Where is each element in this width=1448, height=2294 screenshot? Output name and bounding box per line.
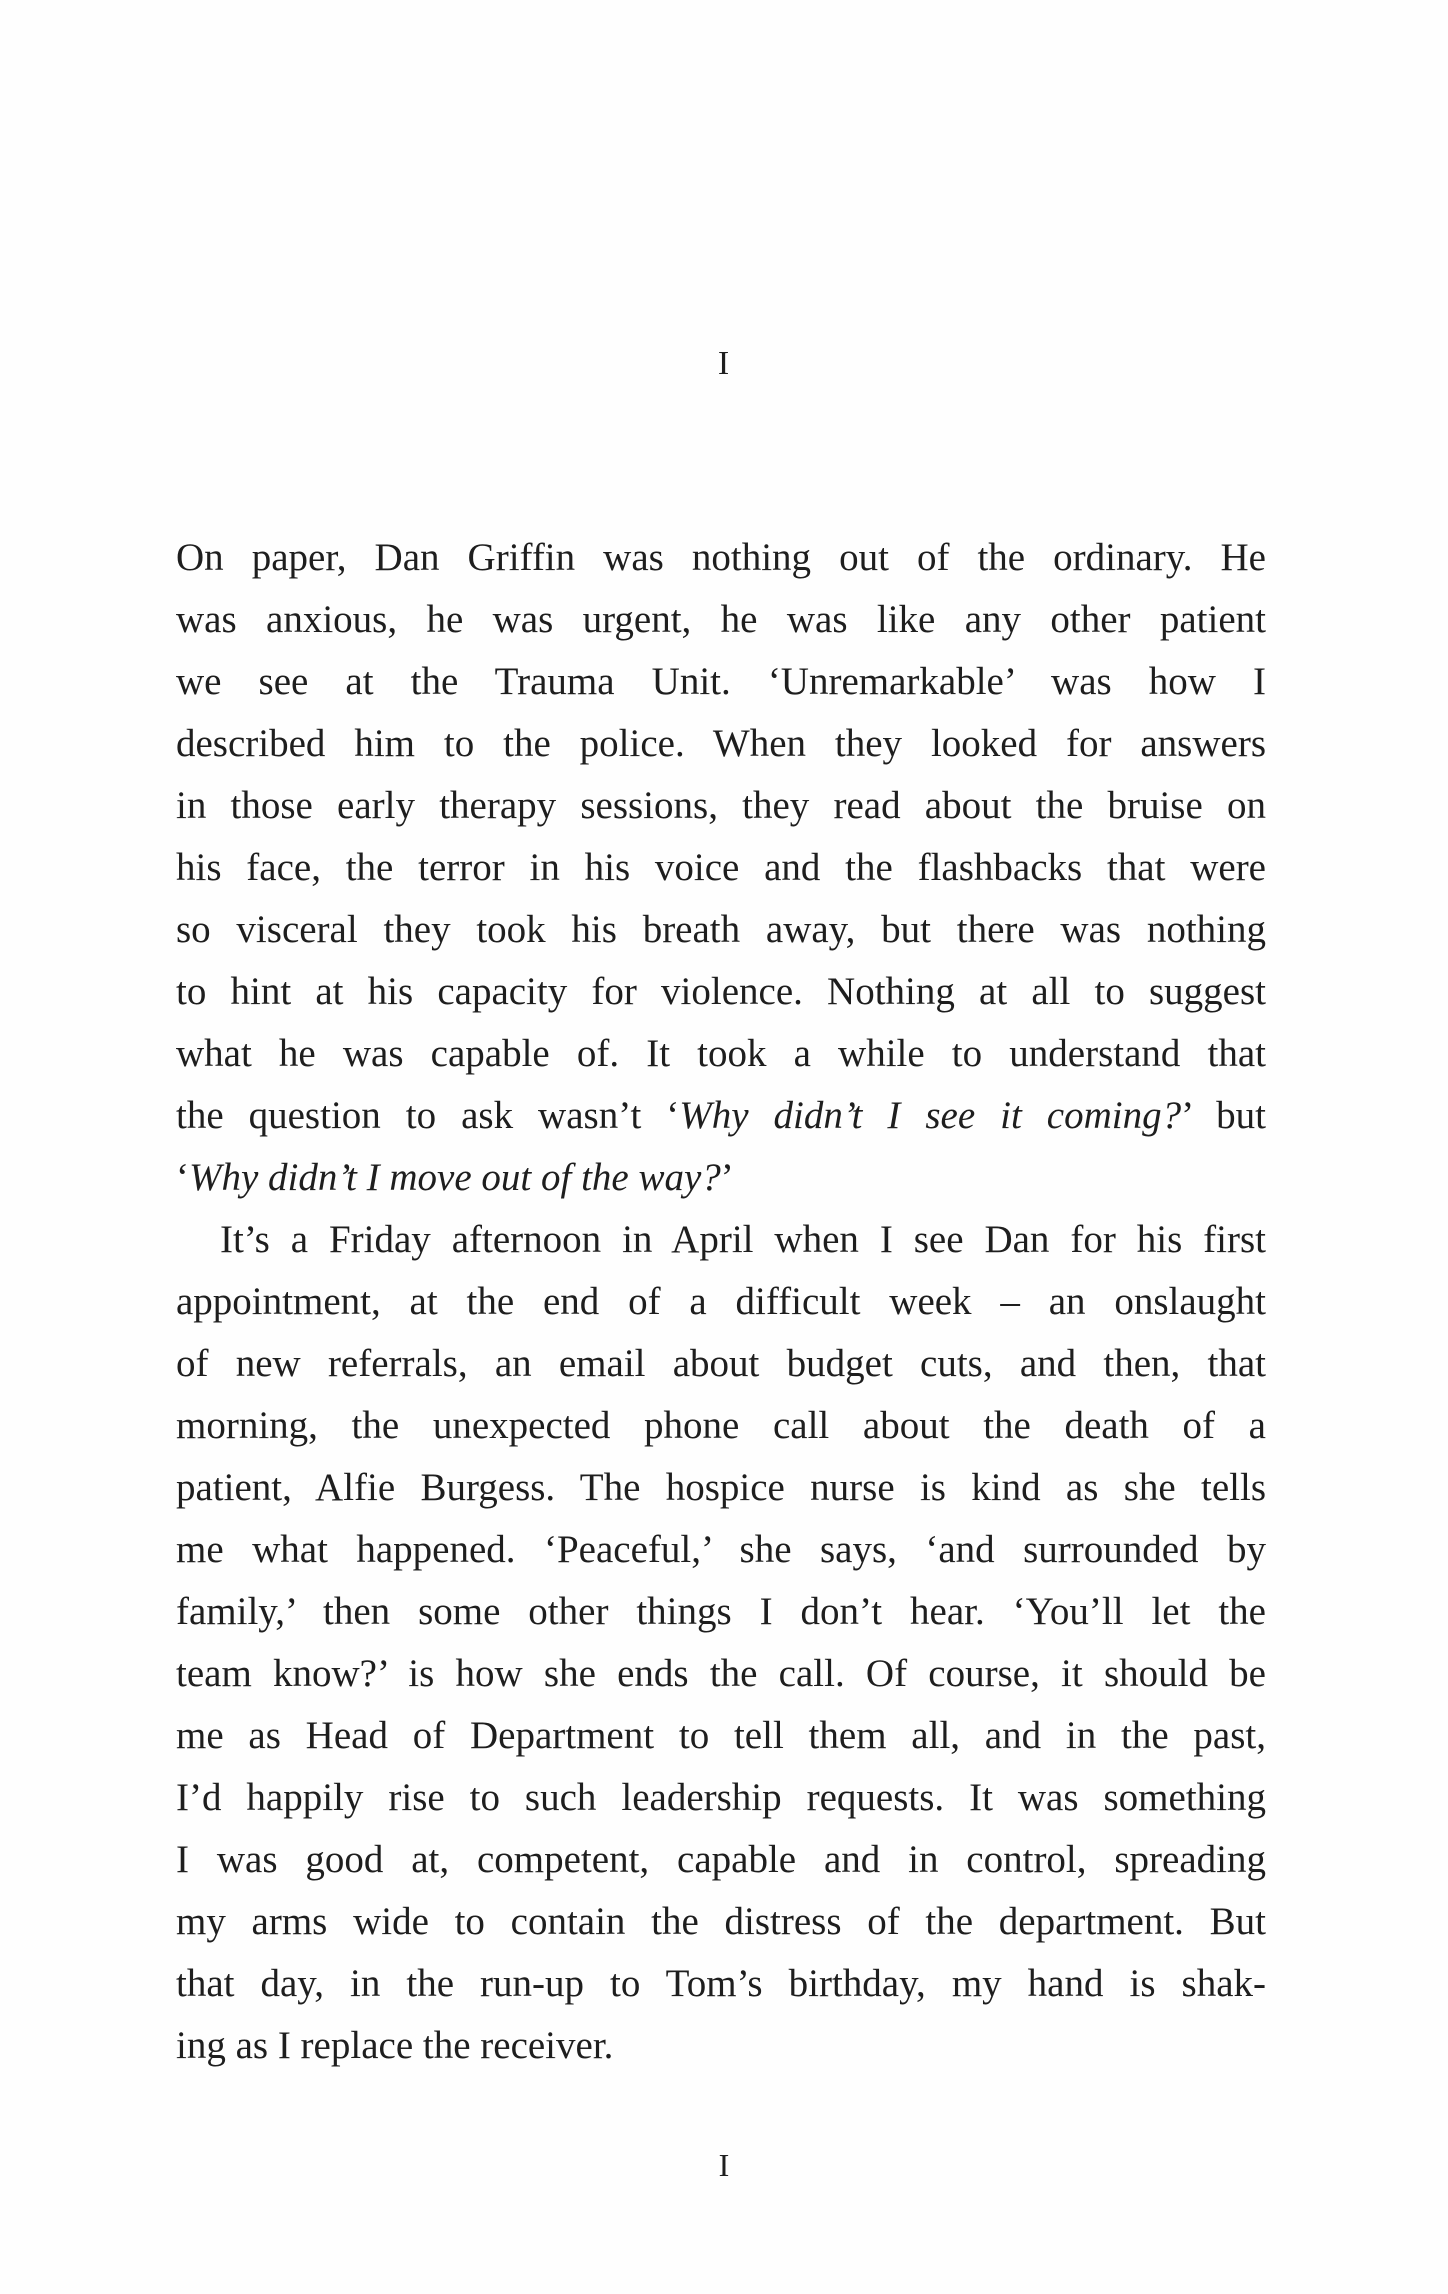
text-segment: of new referrals, an email about budget cuts, and then, that (176, 1342, 1266, 1385)
text-segment: I’d happily rise to such leadership requests. It was something (176, 1776, 1266, 1819)
text-line (176, 1085, 1266, 1147)
text-segment: we see at the Trauma Unit. ‘Unremarkable’ was how I (176, 660, 1266, 703)
text-line (176, 651, 1266, 713)
text-segment: family,’ then some other things I don’t hear. ‘You’ll let the (176, 1590, 1266, 1633)
text-segment: that day, in the run-up to Tom’s birthday, my hand is shak- (176, 1962, 1266, 2005)
paragraph (176, 527, 1266, 1209)
text-segment: to hint at his capacity for violence. Nothing at all to suggest (176, 970, 1266, 1013)
text-segment: described him to the police. When they looked for answers (176, 722, 1266, 765)
text-segment: me what happened. ‘Peaceful,’ she says, ‘and surrounded by (176, 1528, 1266, 1571)
text-line (176, 775, 1266, 837)
text-line (176, 1643, 1266, 1705)
text-segment: the question to ask wasn’t ‘ (176, 1094, 680, 1137)
text-segment: his face, the terror in his voice and the flashbacks that were (176, 846, 1266, 889)
text-line (176, 837, 1266, 899)
text-line (176, 1457, 1266, 1519)
text-segment: in those early therapy sessions, they read about the bruise on (176, 784, 1266, 827)
text-segment: appointment, at the end of a difficult week – an onslaught (176, 1280, 1266, 1323)
text-segment: ’ but (1181, 1094, 1266, 1137)
text-segment: morning, the unexpected phone call about the death of a (176, 1404, 1266, 1447)
paragraph (176, 1209, 1266, 2077)
text-line (176, 2015, 1266, 2077)
text-segment: ’ (720, 1156, 734, 1199)
text-segment: was anxious, he was urgent, he was like any other patient (176, 598, 1266, 641)
text-segment: me as Head of Department to tell them all, and in the past, (176, 1714, 1266, 1757)
text-line (176, 527, 1266, 589)
text-line (176, 1333, 1266, 1395)
text-line (176, 1953, 1266, 2015)
text-segment: team know?’ is how she ends the call. Of course, it should be (176, 1652, 1266, 1695)
text-line (176, 961, 1266, 1023)
text-line (176, 1519, 1266, 1581)
text-segment: patient, Alfie Burgess. The hospice nurse is kind as she tells (176, 1466, 1266, 1509)
text-line (176, 1581, 1266, 1643)
chapter-number: I (717, 345, 731, 382)
text-segment: my arms wide to contain the distress of the department. But (176, 1900, 1266, 1943)
text-line (176, 1891, 1266, 1953)
text-segment: ing as I replace the receiver. (176, 2024, 614, 2067)
text-line (176, 1147, 1266, 1209)
text-line (176, 1767, 1266, 1829)
text-line (176, 713, 1266, 775)
text-segment: It’s a Friday afternoon in April when I see Dan for his first (220, 1218, 1266, 1261)
text-line (176, 1829, 1266, 1891)
text-segment: On paper, Dan Griffin was nothing out of the ordinary. He (176, 536, 1266, 579)
text-line (176, 589, 1266, 651)
text-line (176, 1271, 1266, 1333)
body-text (176, 527, 1266, 2077)
page-number: I (718, 2147, 730, 2183)
text-line (176, 899, 1266, 961)
text-segment: so visceral they took his breath away, but there was nothing (176, 908, 1266, 951)
italic-text: Why didn’t I see it coming? (679, 1094, 1182, 1137)
italic-text: Why didn’t I move out of the way? (189, 1156, 721, 1199)
text-line (176, 1023, 1266, 1085)
text-line (176, 1395, 1266, 1457)
text-segment: ‘ (176, 1156, 189, 1199)
text-segment: I was good at, competent, capable and in control, spreading (176, 1838, 1266, 1881)
text-line (176, 1705, 1266, 1767)
text-segment: what he was capable of. It took a while to understand that (176, 1032, 1266, 1075)
text-line (176, 1209, 1266, 1271)
